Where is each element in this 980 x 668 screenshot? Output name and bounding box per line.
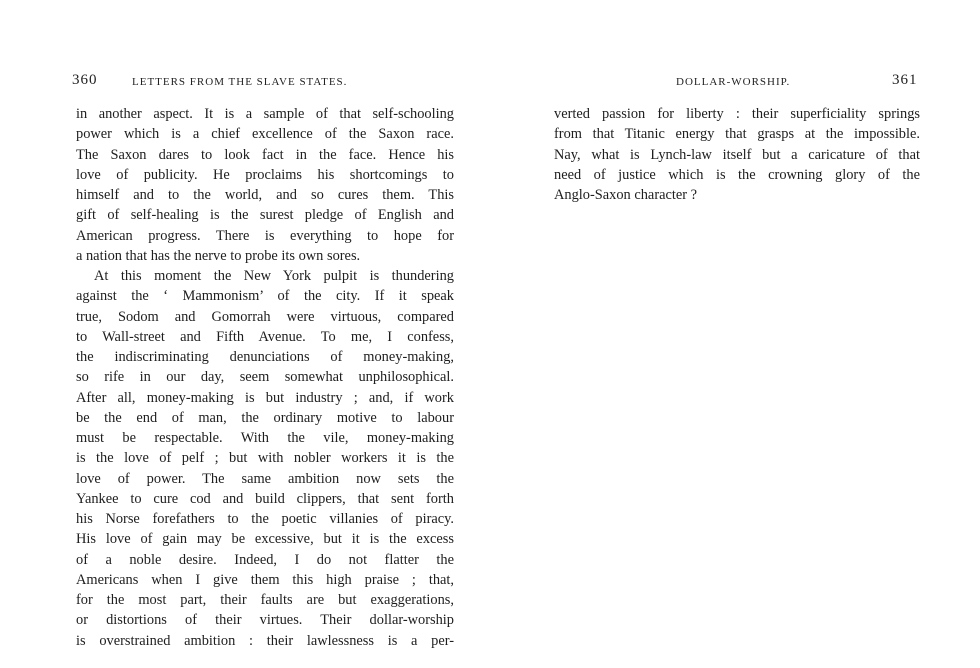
text-line: His love of gain may be excessive, but it is the excess	[76, 531, 454, 548]
text-line: for the most part, their faults are but exaggerations,	[76, 592, 454, 608]
text-line: true, Sodom and Gomorrah were virtuous, compared	[76, 308, 454, 325]
text-line: Yankee to cure cod and build clippers, that sent forth	[76, 490, 454, 507]
text-line: be the end of man, the ordinary motive to labour	[76, 409, 454, 426]
left-page-text	[76, 104, 454, 651]
text-line: the indiscriminating denunciations of money-making,	[76, 349, 454, 365]
text-line: himself and to the world, and so cures them. This	[76, 187, 454, 203]
text-line: must be respectable. With the vile, money-making	[76, 430, 454, 446]
text-line: in another aspect. It is a sample of that self-schooling	[76, 106, 454, 122]
text-line: a nation that has the nerve to probe its own sores.	[76, 247, 361, 264]
text-line: Anglo-Saxon character ?	[554, 187, 698, 203]
text-line: is the love of pelf ; but with nobler workers it is the	[76, 450, 454, 467]
text-line: verted passion for liberty : their superficiality springs	[554, 106, 920, 122]
page-number-left: 360	[72, 72, 98, 88]
text-line: love of power. The same ambition now sets the	[76, 470, 454, 487]
text-line: gift of self-healing is the surest pledge of English and	[76, 207, 454, 224]
text-line: After all, money-making is but industry ; and, if work	[76, 389, 454, 406]
page-number-right: 361	[892, 72, 918, 88]
text-line: so rife in our day, seem somewhat unphilosophical.	[76, 369, 454, 386]
text-line: The Saxon dares to look fact in the face. Hence his	[76, 146, 454, 163]
text-line: his Norse forefathers to the poetic villanies of piracy.	[76, 511, 454, 527]
running-head-left: LETTERS FROM THE SLAVE STATES.	[132, 76, 348, 88]
text-line: is overstrained ambition : their lawlessness is a per-	[76, 632, 454, 649]
text-line: Nay, what is Lynch-law itself but a caricature of that	[554, 146, 920, 163]
text-line: from that Titanic energy that grasps at the impossible.	[554, 126, 920, 143]
text-line: of a noble desire. Indeed, I do not flatter the	[76, 551, 454, 568]
right-page-text	[554, 104, 920, 205]
text-line: to Wall-street and Fifth Avenue. To me, I confess,	[76, 328, 454, 345]
text-line: love of publicity. He proclaims his shortcomings to	[76, 166, 454, 183]
running-head-right: DOLLAR-WORSHIP.	[676, 76, 791, 88]
text-line: American progress. There is everything to hope for	[76, 227, 454, 244]
text-line: against the ‘ Mammonism’ of the city. If it speak	[76, 288, 454, 305]
text-line: or distortions of their virtues. Their dollar-worship	[76, 612, 454, 629]
text-line: At this moment the New York pulpit is thundering	[94, 268, 454, 284]
text-line: Americans when I give them this high praise ; that,	[76, 571, 454, 588]
text-line: need of justice which is the crowning glory of the	[554, 166, 920, 183]
right-page	[490, 0, 980, 668]
text-line: power which is a chief excellence of the Saxon race.	[76, 126, 454, 143]
